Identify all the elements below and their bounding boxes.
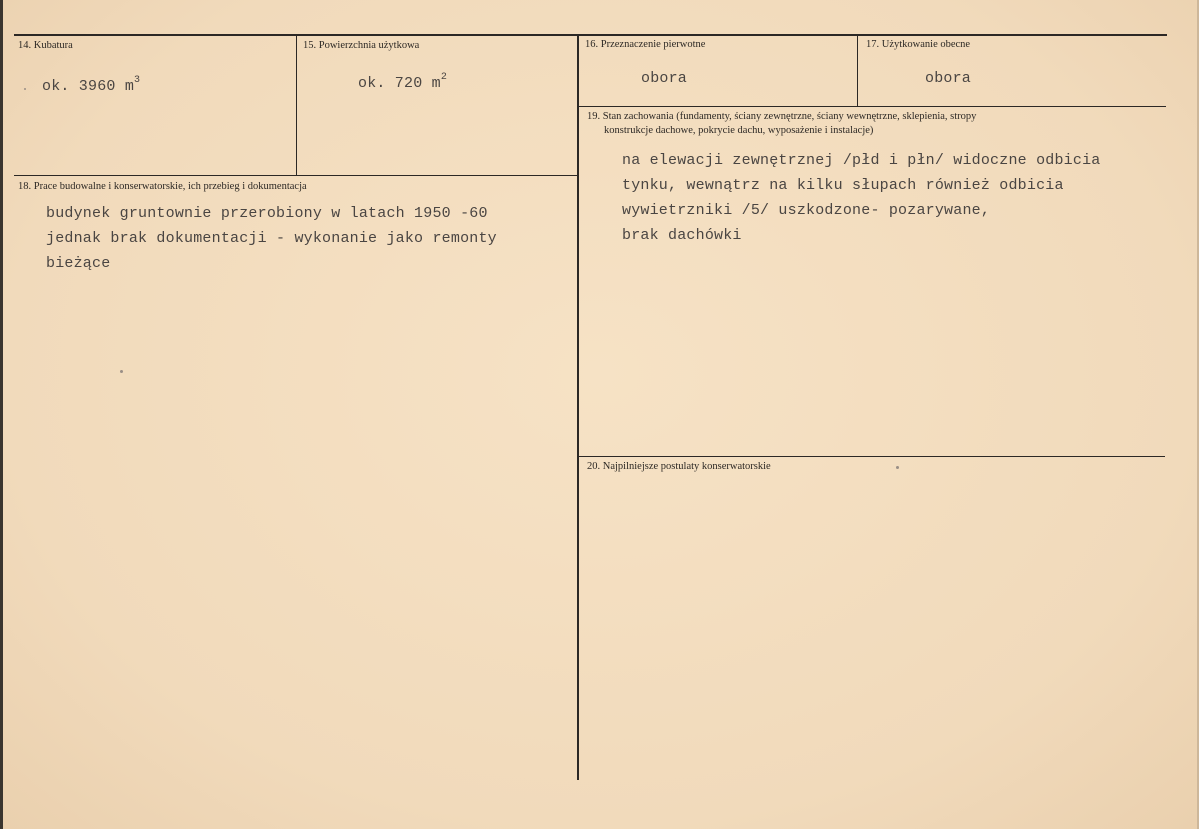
field-17-value: obora [925,70,972,87]
field-19-line: brak dachówki [622,227,742,244]
line-above-20 [578,456,1165,457]
field-16-label: 16. Przeznaczenie pierwotne [585,39,706,50]
field-19-line: tynku, wewnątrz na kilku słupach również odbicia [622,177,1064,194]
field-15-unit-exponent: 2 [440,72,448,83]
paper-speck [120,370,123,373]
divider-14-15 [296,35,297,175]
field-18-label: 18. Prace budowalne i konserwatorskie, ich przebieg i dokumentacja [18,181,307,192]
divider-16-17 [857,35,858,107]
field-19-text [622,148,1100,248]
line-above-18 [14,175,577,176]
top-border-line [14,34,1167,36]
field-15-label: 15. Powierzchnia użytkowa [303,40,420,51]
field-14-value [42,75,140,95]
field-18-line: budynek gruntownie przerobiony w latach 1950 -60 [46,205,488,222]
field-19-line: na elewacji zewnętrznej /płd i płn/ widoczne odbicia [622,152,1101,169]
field-14-value-text: ok. 3960 m [42,78,135,95]
line-under-16-17 [578,106,1166,107]
field-18-line: jednak brak dokumentacji - wykonanie jako remonty [46,230,497,247]
paper-speck [896,466,899,469]
field-16-value: obora [641,70,688,87]
field-17-label: 17. Użytkowanie obecne [866,39,971,50]
field-14-unit-exponent: 3 [134,75,141,86]
field-20-label: 20. Najpilniejsze postulaty konserwatorskie [587,461,771,472]
field-19-line: wywietrzniki /5/ uszkodzone- pozarywane, [622,202,991,219]
field-15-value [358,72,447,92]
paper-speck [24,88,26,90]
card-left-edge [0,0,3,829]
field-14-label: 14. Kubatura [18,40,73,51]
center-divider [577,35,579,780]
field-19-label-line1: 19. Stan zachowania (fundamenty, ściany zewnętrzne, ściany wewnętrzne, sklepienia, stropy [587,111,977,122]
field-15-value-text: ok. 720 m [358,75,441,92]
field-18-text [46,201,497,276]
field-19-label-line2: konstrukcje dachowe, pokrycie dachu, wyposażenie i instalacje) [604,125,874,136]
field-18-line: bieżące [46,255,111,272]
